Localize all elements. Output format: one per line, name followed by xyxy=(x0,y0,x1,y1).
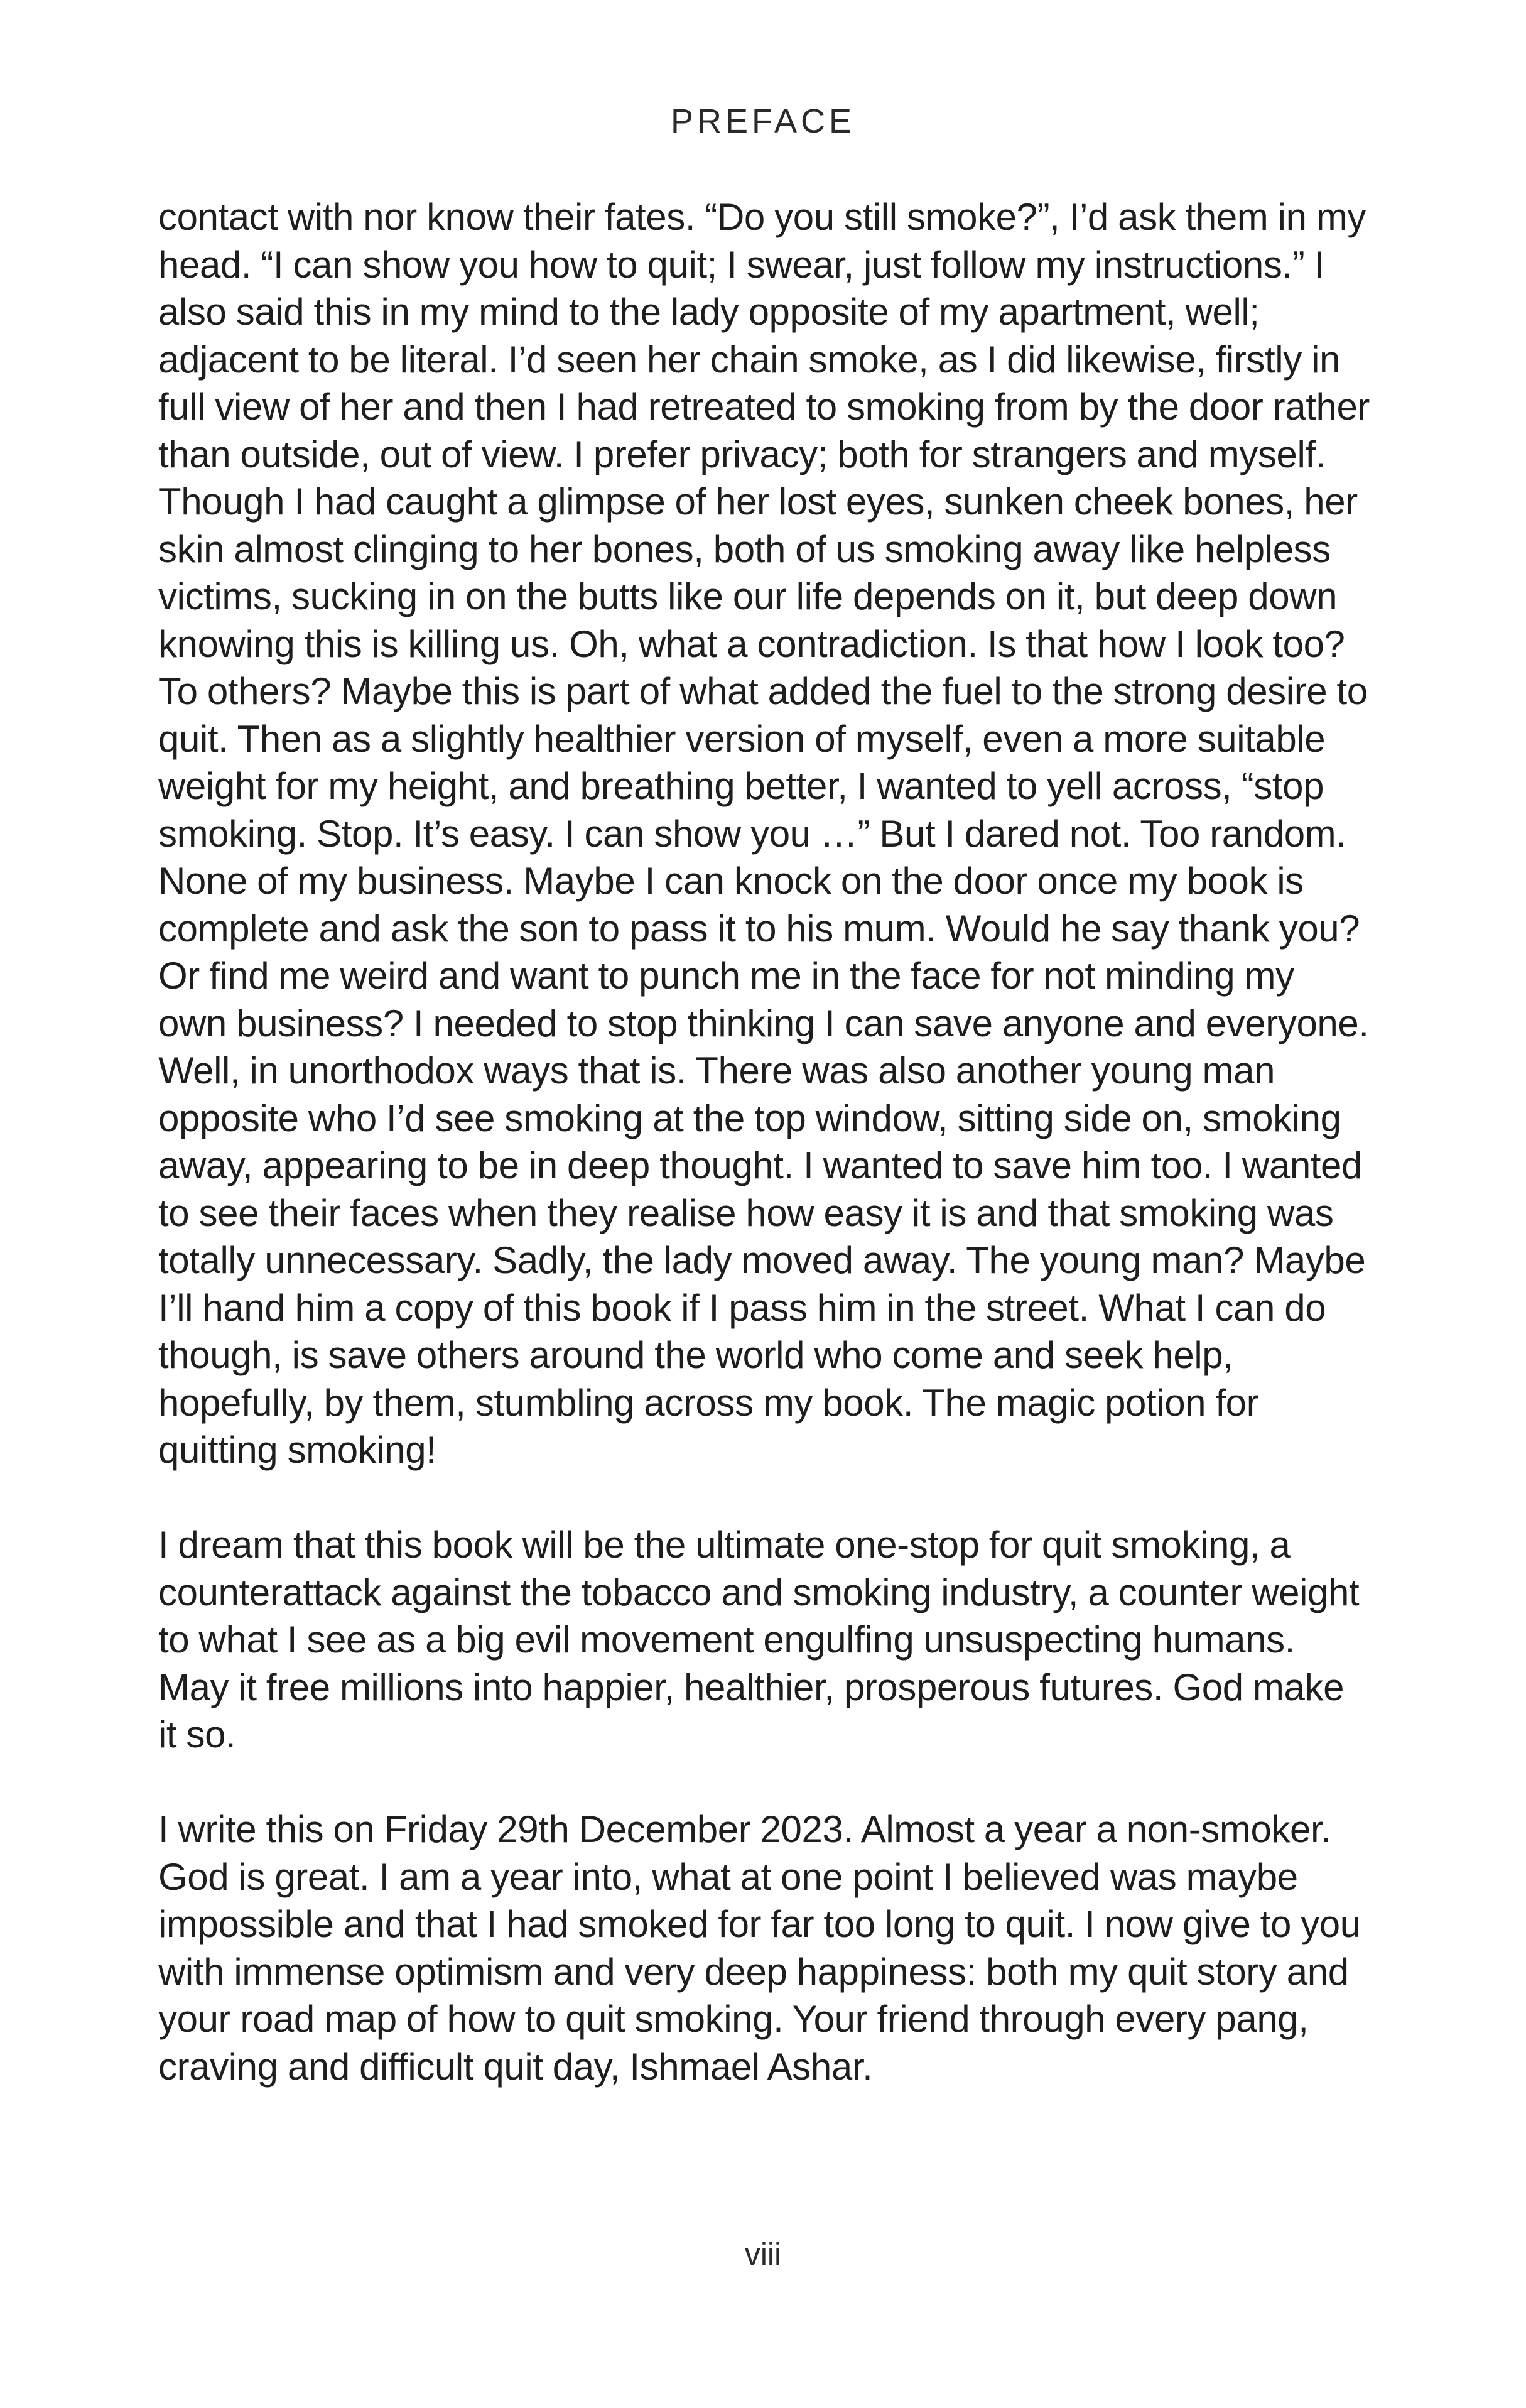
paragraph-1: contact with nor know their fates. “Do you still smoke?”, I’d ask them in my head. “I can show you how to quit; I swear, just follow my instructions.” I also said this in my mind to the lady opposite of my apartment, well; adjacent to be literal. I’d seen her chain smoke, as I did likewise, firstly in full view of her and then I had retreated to smoking from by the door rather than outside, out of view. I prefer privacy; both for strangers and myself. Though I had caught a glimpse of her lost eyes, sunken cheek bones, her skin almost clinging to her bones, both of us smoking away like helpless victims, sucking in on the butts like our life depends on it, but deep down knowing this is killing us. Oh, what a contradiction. Is that how I look too? To others? Maybe this is part of what added the fuel to the strong desire to quit. Then as a slightly healthier version of myself, even a more suitable weight for my height, and breathing better, I wanted to yell across, “stop smoking. Stop. It’s easy. I can show you …” But I dared not. Too random. None of my business. Maybe I can knock on the door once my book is complete and ask the son to pass it to his mum. Would he say thank you? Or find me weird and want to punch me in the face for not minding my own business? I needed to stop thinking I can save anyone and everyone. Well, in unorthodox ways that is. There was also another young man opposite who I’d see smoking at the top window, sitting side on, smoking away, appearing to be in deep thought. I wanted to save him too. I wanted to see their faces when they realise how easy it is and that smoking was totally unnecessary. Sadly, the lady moved away. The young man? Maybe I’ll hand him a copy of this book if I pass him in the street. What I can do though, is save others around the world who come and seek help, hopefully, by them, stumbling across my book. The magic potion for quitting smoking! xyxy=(158,196,1370,1471)
running-head-title: PREFACE xyxy=(670,102,856,140)
paragraph-3: I write this on Friday 29th December 2023. Almost a year a non-smoker. God is great. I am a year into, what at one point I believed was maybe impossible and that I had smoked for far too long to quit. I now give to you with immense optimism and very deep happiness: both my quit story and your road map of how to quit smoking. Your friend through every pang, craving and difficult quit day, Ishmael Ashar. xyxy=(158,1808,1361,2088)
paragraph-2: I dream that this book will be the ultimate one-stop for quit smoking, a counterattack against the tobacco and smoking industry, a counter weight to what I see as a big evil movement engulfing unsuspecting humans. May it free millions into happier, healthier, prosperous futures. God make it so. xyxy=(158,1524,1360,1755)
page-number: viii xyxy=(744,2237,782,2272)
body-text xyxy=(158,193,1372,2090)
